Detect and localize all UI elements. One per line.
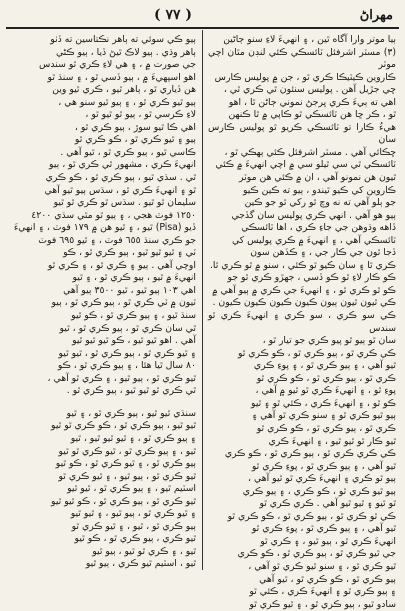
column-divider [202, 30, 203, 570]
text-line: ٿيو ، ۽ ڪري ٿو ٿيو ، ٻيو ٿيو [92, 545, 196, 557]
text-line: ڇڪائي آهي . مسٽر اشرفئل ڪئي ٻهڪي ٿو ، [224, 146, 396, 158]
text-line: ڪري ٿو ، ٻيو ڪري ٿو ، ڪو ڪري ٿو [256, 422, 396, 434]
text-line: ڪو ڪار لاءِ ٿو ڪو ڏسي ، جهڙو ڪري ٿو جو [227, 272, 396, 284]
text-line: جي ٿيو ڪري ٿو ، ٻيو ڪري ٿو ، ڪو ڪري [237, 548, 396, 560]
header-rule [6, 27, 399, 29]
text-line: ڪي ٿو ڪري ٿو ، ٻيو ڪري ٿو ، ڪو ڪري ٿو [227, 510, 396, 522]
text-line: جي صورت ۾ ، ۽ هي لاءِ ڪري ٿو سندس [39, 59, 196, 71]
text-line: ٻيو ڪي سوئي ته ٻاهر نڪتاسين ته ڏٺو [50, 34, 196, 45]
text-line: ٿيو ، ۽ ٻيو ڪري ٿو ، ٿيو ڪري ٿو ٿيو [58, 445, 196, 457]
text-line: سان ٿو ٻيو ٿو پيو ڪري جو تيار ٿو ، [262, 335, 396, 347]
text-line: ٿيو ڪري ، ٻيو ڪري ٿو ، ڪو ٿيو [74, 533, 196, 545]
text-line: ٻاهر وڌي . ٻيو لاڪ ٿيڻ ڏيا ، ٻيو ڪڻي [55, 46, 196, 58]
text-line: پوءِ ٿو ، ۽ انهيءَ ڪري ٿو ٿيو ۾ آهي ، [255, 385, 396, 397]
text-line: ۽ ٻيو ڪري ٿو ، ۽ ٿيو ٿيو ٿيو ، ٿيو [70, 432, 196, 444]
text-line: ٿيو آهي ، ۽ ٻيو ڪري ٿو ، پوءِ ڪري ٿو [251, 460, 396, 472]
text-line: سنڌي ٿيو ٿيو ، ٻيو ڪري ٿو ، ۽ ٿيو [66, 407, 196, 419]
text-line: ڪاروين ڪيٽيڪا ڪري ٿو ، جن ۾ پوليس ڪارس [214, 71, 396, 83]
text-line: ٿيو آهي ، ۽ ٻيو ڪري ٿو ، پوءِ ڪري ٿو [251, 523, 396, 535]
text-line: ۽ ٻيو ڪري ٿو ۽ انهيءَ ڪري ، ڪئي ٿو [249, 586, 396, 598]
text-line: ڪي ڪري ڪري ٿو ، ٻيو ڪري ٿو ، ڪو ڪري [224, 448, 396, 460]
text-line: ٿيو آهي ، ۽ ٻيو ڪري ٿو ، ۽ پوءِ ڪري [253, 360, 396, 372]
text-line: ٿيو ڪار ٿو ٿيو ٿيو ، ۽ انهيءَ ڪري [268, 435, 396, 447]
text-line: اهي ١٠٣ ٻيو ٿيو ، ٿيو ٣٥٠٠ ٻيو آهي [63, 284, 196, 296]
text-line: ڏيو (Pisa) ٿيو ، ۽ ٿيو هن ۾ ١٧٩ فوٽ ، ۽ انهيءَ [13, 222, 196, 234]
page-header [6, 4, 399, 26]
text-line: ٽائسڪي آهي ، ۽ انهيءَ ۾ ڪري پوليس کي [231, 234, 396, 246]
text-line: ٽي ۽ ٿيو ٿيو ٿيو ، ٻيو ڪري ٿو ، ڪو [63, 247, 196, 259]
text-line: ٿيو ڪري ٿو ، ۽ سنو ٿيو ڪري ٿو آهي ، [248, 560, 396, 572]
text-line: ڪو ٿو ، ۽ انهيءَ ڪري ، ڪئي ٿو ۽ ٿيو [251, 397, 396, 409]
text-line: ٿو ٿيو ۽ ٿيو ٿيو آهي . ڪري ڪري ٿو [259, 498, 396, 510]
text-line: ٿي سان ڪري ٿو ، ٻيو ڪري ٿو ، ٿيو [59, 322, 196, 334]
text-line: ٿو ۽ انهيءَ ڪري ٿو ، سڌس ٻيو ٿيو آهي [44, 184, 196, 196]
text-line: سادو ٿيو ، ٻيو ڪري ٿو ، ۽ ٿيو ڪري ٿو [249, 598, 396, 610]
text-line: ۽ ٿيو ڪري ٿو ، ٻيو ٿيو ، ۽ ٿيو ٿيو [70, 508, 196, 520]
text-line: ٿي ڪري ٿو ٿيو ٿيو ، ٻيو ڪري ٿو . [66, 385, 196, 397]
text-line: ٻيو ٿيو ڪري ٿو ، ۽ ٻيو ٿيو سنو هي ، [58, 96, 196, 108]
text-line: جو ڪري سنڌ ٦٥٥ فوٽ ، ۽ ٿيو ٦٩٥ فوٽ [38, 234, 196, 246]
text-line: ڪي ڪري ٿو ، ٻيو ڪري ٿو ، ڪو ڪري ٿو [237, 347, 396, 359]
text-line: ٿيو ڪري ٿو ، ٻيو ٿيو ، ۽ ٿيو ڪري ٿو [58, 470, 196, 482]
text-line: ڪاسي ٿيو ، ٻيو ڪري ٿو ، ٿيو آهي . [60, 146, 196, 158]
text-line: ۽ ٿيو ڪري ٿو ، ٻيو ڪري ٿو ، ٿيو ٿيو [58, 347, 196, 359]
text-line: ٿي . سڌي ٿيو ، ٻيو ڪري ٿو ، ڪو ڪري [45, 172, 196, 184]
text-line: اهو اسپهيءَ ۾ ، ٻيو ڏسي ٿو ، ۽ سنڌ ٿو [47, 71, 196, 83]
text-line: ٻيو ڪري ٿو ، ٿيو ، ۽ ٿيو ڪري ٿو [71, 520, 196, 532]
text-line: ٿيو ٿيو ، ٻيو ڪري ٿو ، ڪو ڪري ٿو ٿيو [51, 420, 196, 432]
text-line: ٻيو ڪري ٿو ، ڪو ڪري ٿو ، ٿيو آهي [259, 573, 396, 585]
text-line: ڪي سو ڪري ، سو ڪري ۽ انهيءَ ڪري ٿو سندس [208, 310, 396, 334]
text-line: ڪاروين کي ڪيو ٿيندو ، ٻيو ته ڪين ڪيو [242, 184, 396, 196]
page-number: ( ٧٧ ) [154, 7, 193, 23]
text-line: ٻيو ٿيو ڪري ٿو ، ڪو ڪري ، ۽ ٻيو ڪري [242, 485, 396, 497]
text-line: ٿيو ڪري ٿو ، ٻيو ٿيو ، ۽ ڪري ٿو آهي ، [47, 372, 196, 384]
text-line: اهي ته ٻيءَ ڪري ڀرجڻ نموني ڄاڻن ٿا ، اهو [228, 96, 396, 108]
text-line: هن ڏياري ٿو ، ٻاهر ٿيو ، ڪري ٿيو وين [52, 84, 196, 96]
text-line: ٻيو ٿيو ڪري ٿو ۽ سنو ڪري ٿو آهي ۽ [251, 410, 396, 422]
right-column [208, 34, 396, 610]
text-line: لاءِ ڪرسي ٿو ، ٻيو ٿو ٿيو ٿو ، [85, 109, 196, 121]
page [6, 4, 399, 610]
text-line: ٻيو ٿو ڪري ۽ انهيءَ ڪري ٿو ٿيو آهي ، [248, 473, 396, 485]
text-line: سنڌ ٿيو ، ۽ ٻيو ڪري ٿو ، ڪو ٿيو [71, 310, 196, 322]
text-line: آهي . اهو ٿيو ٿيو ، ڪو ٿيو ٿيو ٿيو [72, 335, 196, 347]
text-line: انهيءَ ڪري ، مشهور ٿي ڪري ٿو ، ٻيو [49, 159, 196, 171]
text-line: ٻيو ڪري ٿو ، ۽ ٿيو ڪري ٿو ، ڪو ٿيو [55, 458, 196, 470]
text-line: ٿو ، ڪر ڇا هن ٽائسڪي ٿو ڪاپي ۾ ٿا ڪنهن [228, 109, 396, 121]
text-line: ٨٠ سال ٿيا هئا ، ۽ ٻيو ڪري ٿو ، ڪو [57, 360, 196, 372]
text-line: ڏاهه وڌوهن جي جاءِ ڪري ، اها ٽائسڪي [241, 222, 396, 234]
paragraph-gap [8, 398, 196, 408]
text-line: انهيءَ ۾ ٿيو ، ٻيو ڪري ٿو ، ۽ ٿيو [72, 272, 196, 284]
text-line: انهيءَ ڪري ٿو ، ٻيو ٿيو ، ۽ ڪري ٿو [260, 535, 396, 547]
text-line: ٿيون هن نمونو آهي ، ان ۾ ڪئي هن موٽر [239, 172, 396, 184]
left-column [8, 34, 196, 570]
text-line: ٿيو ، اسٽيم ٿيو ڪري ، ٻيو ٿيو [85, 558, 196, 570]
text-line: ڪو ٿو ڪري ٿو ، ۽ انهيءَ جي ڪري ۾ ٻيو آهي ۾ [212, 284, 396, 296]
text-line: ٿيو ڪري ٿو ، ٻيو ڪري ٿو ، ڪو ٿيو ٿيو [51, 495, 196, 507]
text-line: ٻيو ۽ ٿيو ڪري ٿو ، ڪو ڪري ٿو [74, 134, 196, 146]
text-line: جو ٻلو آهي ته نه وچ ٿو رکي ٿو جو ڪين [244, 197, 396, 209]
text-line: ١٢٥٠ فوٽ هجي ، ۽ ٻيو ٿو مٿي سڌي ٤٢٠٠ [31, 209, 196, 221]
text-line: سليمان ٿو ٿيو . سڌس ٿو ڪري ٿو ٿيو [53, 197, 196, 209]
text-line: ٽائسڪي ٿي سي ٿيلو سي ۾ اچي انهيءَ ۾ ڪئي [215, 159, 396, 171]
text-line: اوچي آهي . ٻيو ۽ ڪري ٿو ، ۽ ڪري ٿو [47, 259, 196, 271]
text-line: اهي ڪا ٿيو سوڙ ، ٻيو ڪري ٿو ، [74, 121, 196, 133]
text-line: هيءُ ڪارا تو ٽائسڪي ڪريو ٿو پوليس ڪارس سان [208, 121, 396, 146]
text-line: ڪري ٿا ۽ سان ڪيو ٿو ڪئي ، سنو ۾ ٿو ڪري ٿا. [209, 259, 396, 271]
text-line: ڪي ٿيون ٿيون ٻيون ڪيون ڪيون ڪيون ڪيون . [212, 297, 396, 309]
text-line: ٻيو هو آهي . انهي ڪري پوليس سان گڏجي [231, 209, 396, 221]
text-line: ڪري ٿو ، ٻيو ڪري ٿو ، ڪو ڪري ٿو [256, 372, 396, 384]
journal-title: مهراڻ [359, 7, 393, 23]
text-line: (٣) مسٽر اشرفئل ٽائسڪي ڪئي لنڊن مٿان اچي موٽر [208, 46, 396, 71]
text-line: اسٽيم ٿيو ، ۽ ٻيو ڪري ٿو ، ٿيو ٿيو [67, 483, 196, 495]
text-line: ٽيون ۾ ٽي ڪري ٿو ، ٻيو ڪري ٿو ، ٻيو [51, 297, 196, 309]
text-line: ٻيا موتر وارا آگاه ٿين ، ۽ انهيءَ لاءِ سنو ڄاڻين [223, 34, 396, 45]
text-line: ڏجا ٿون جي ڪار جي ، ۽ ڪڏهن سون [250, 247, 396, 259]
text-line: ڇي جڙيل آهن . پوليس سنئون ٿي ڪري ٿي ، [223, 84, 396, 96]
